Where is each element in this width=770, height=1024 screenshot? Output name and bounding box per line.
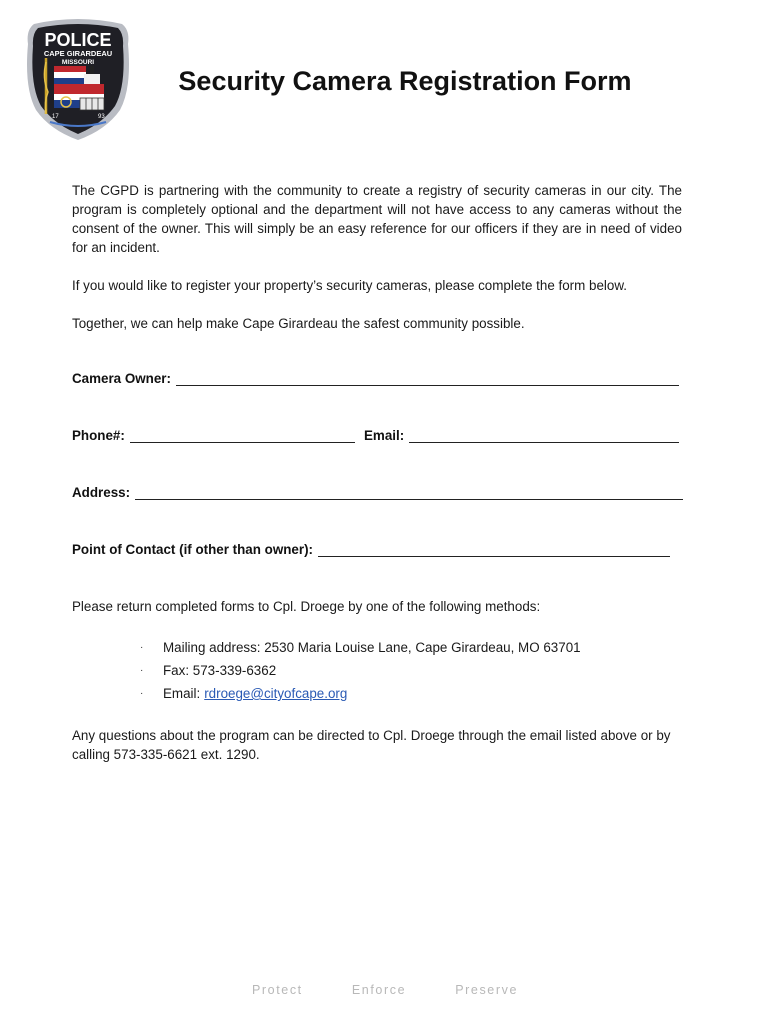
intro-paragraph-2: If you would like to register your property’s security cameras, please complete the form below. [72, 278, 627, 293]
list-item [140, 682, 581, 705]
email-link[interactable]: rdroege@cityofcape.org [204, 686, 348, 701]
closing-paragraph: Any questions about the program can be directed to Cpl. Droege through the email listed above or by calling 573-335-6621 ext. 1290. [72, 728, 671, 762]
phone-label: Phone#: [72, 428, 125, 443]
list-item [140, 636, 581, 659]
email-input-line[interactable] [409, 428, 679, 443]
svg-text:POLICE: POLICE [44, 30, 112, 50]
return-instructions: Please return completed forms to Cpl. Droege by one of the following methods: [72, 599, 541, 614]
police-badge-logo [24, 18, 132, 142]
svg-text:MISSOURI: MISSOURI [61, 59, 95, 66]
fax-text: Fax: 573-339-6362 [163, 663, 277, 678]
bullet: · [140, 642, 144, 653]
phone-input-line[interactable] [130, 428, 355, 443]
email-method-label: Email: [163, 686, 201, 701]
bullet: · [140, 665, 144, 676]
footer-protect: Protect [251, 983, 303, 997]
footer-enforce: Enforce [351, 983, 407, 997]
svg-text:17: 17 [52, 114, 59, 120]
phone-field [72, 428, 355, 443]
svg-text:CAPE GIRARDEAU: CAPE GIRARDEAU [43, 49, 113, 58]
camera-owner-input-line[interactable] [176, 371, 679, 386]
footer-motto [0, 983, 770, 997]
bullet: · [140, 688, 144, 699]
page-title: Security Camera Registration Form [178, 66, 632, 96]
point-of-contact-label: Point of Contact (if other than owner): [72, 542, 314, 557]
intro-paragraph-1: The CGPD is partnering with the community to create a registry of security cameras in our city. The program is completely optional and the department will not have access to any cameras without the consent of the owner. This will simply be an easy reference for our officers if they are in need of video for an incident. [72, 183, 682, 255]
list-item [140, 659, 581, 682]
address-label: Address: [72, 485, 131, 500]
email-label: Email: [364, 428, 405, 443]
svg-text:93: 93 [98, 114, 105, 120]
point-of-contact-input-line[interactable] [318, 542, 670, 557]
footer-preserve: Preserve [455, 983, 519, 997]
mailing-address-text: Mailing address: 2530 Maria Louise Lane, Cape Girardeau, MO 63701 [163, 640, 581, 655]
point-of-contact-field [72, 542, 670, 557]
intro-paragraph-3: Together, we can help make Cape Girardeau the safest community possible. [72, 316, 525, 331]
camera-owner-label: Camera Owner: [72, 371, 171, 386]
return-methods-list [140, 636, 581, 705]
address-input-line[interactable] [135, 485, 683, 500]
address-field [72, 485, 683, 500]
email-field [364, 428, 679, 443]
camera-owner-field [72, 371, 679, 386]
